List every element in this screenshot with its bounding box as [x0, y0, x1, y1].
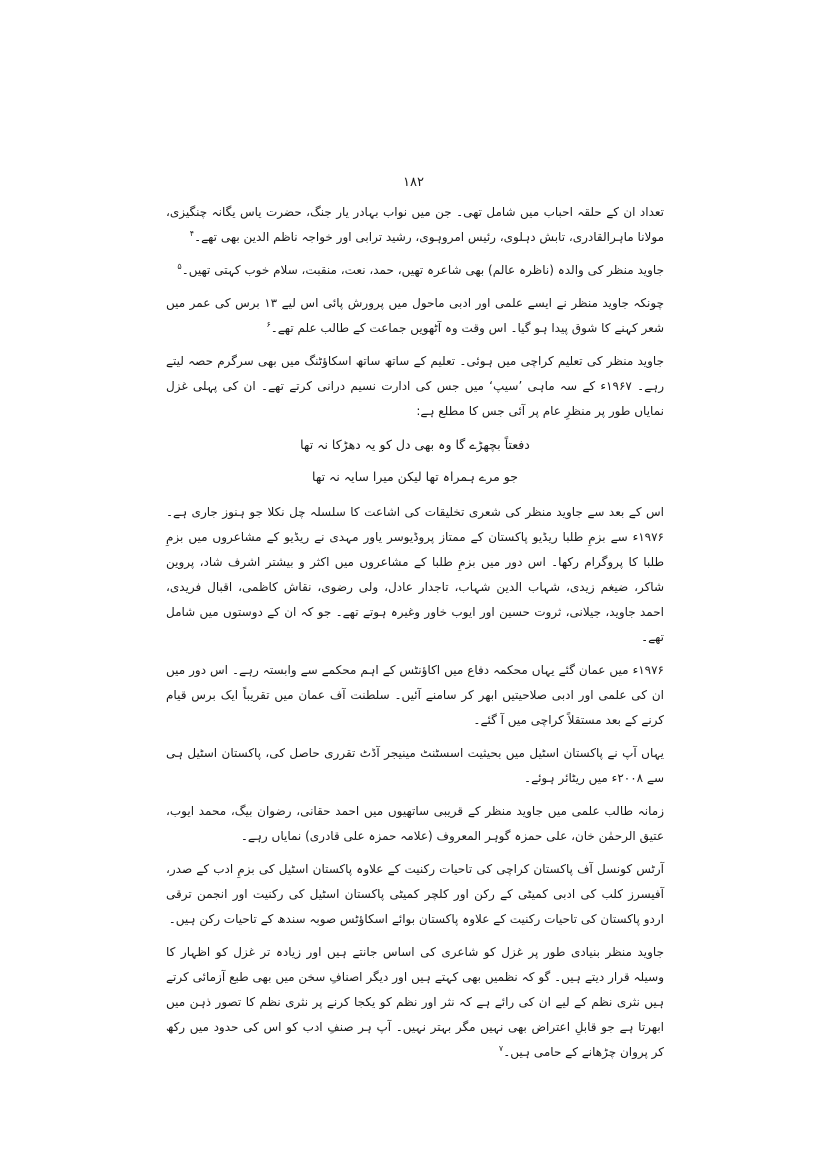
paragraph-text: آرٹس کونسل آف پاکستان کراچی کی تاحیات رکنیت کے علاوہ پاکستان اسٹیل کی بزمِ ادب کے صدر، آفیسرز کلب کی ادبی کمیٹی کے رکن اور کلچر کمیٹی پاکستان اسٹیل کی رکنیت اور انجمن ترقی اردو پاکستان کی تاحیات رکنیت کے علاوہ پاکستان بوائے اسکاؤٹس صوبہ سندھ کے تاحیات رکن ہیں۔ — [166, 862, 664, 926]
paragraph — [166, 291, 664, 341]
paragraph-text: ۱۹۷۶ء میں عمان گئے یہاں محکمہ دفاع میں اکاؤنٹس کے اہم محکمے سے وابستہ رہے۔ اس دور میں ان کی علمی اور ادبی صلاحیتیں ابھر کر سامنے آئیں۔ سلطنت آف عمان میں تقریباً ایک برس قیام کرنے کے بعد مستقلاً کراچی میں آ گئے۔ — [166, 663, 664, 727]
footnote-marker: ۶ — [266, 320, 271, 329]
paragraph — [166, 258, 664, 283]
footnote-marker: ۴ — [189, 229, 195, 238]
paragraph — [166, 500, 664, 650]
paragraph-text: زمانہ طالب علمی میں جاوید منظر کے قریبی ساتھیوں میں احمد حقانی، رضوان بیگ، محمد ایوب، عتیق الرحمٰن خان، علی حمزہ گوہر المعروف (علامہ حمزہ علی قادری) نمایاں رہے۔ — [166, 804, 664, 843]
page-body — [166, 200, 664, 1073]
page-number: ۱۸۲ — [403, 175, 424, 190]
paragraph-text: جاوید منظر کی والدہ (ناظرہ عالم) بھی شاعرہ تھیں، حمد، نعت، منقبت، سلام خوب کہتی تھیں۔ — [181, 263, 664, 277]
paragraph — [166, 200, 664, 250]
paragraph — [166, 349, 664, 424]
paragraph — [166, 658, 664, 733]
verse-line: جو مرے ہمراہ تھا لیکن میرا سایہ نہ تھا — [312, 469, 518, 484]
paragraph — [166, 741, 664, 791]
verse-couplet — [166, 432, 664, 490]
paragraph-text: یہاں آپ نے پاکستان اسٹیل میں بحیثیت اسسٹنٹ مینیجر آڈٹ تقرری حاصل کی، پاکستان اسٹیل ہی سے ۲۰۰۸ء میں ریٹائر ہوئے۔ — [166, 746, 664, 785]
paragraph-text: چونکہ جاوید منظر نے ایسے علمی اور ادبی ماحول میں پرورش پائی اس لیے ۱۳ برس کی عمر میں شعر کہنے کا شوق پیدا ہو گیا۔ اس وقت وہ آٹھویں جماعت کے طالب علم تھے۔ — [166, 296, 664, 335]
footnote-marker: ۵ — [177, 262, 182, 271]
paragraph-text: جاوید منظر بنیادی طور پر غزل کو شاعری کی اساس جانتے ہیں اور زیادہ تر غزل کو اظہار کا وسیلہ قرار دیتے ہیں۔ گو کہ نظمیں بھی کہتے ہیں اور دیگر اصنافِ سخن میں بھی طبع آزمائی کرتے ہیں نثری نظم کے لیے ان کی رائے ہے کہ نثر اور نظم کو یکجا کرنے پر نثری نظم کا تصور ذہن میں ابھرتا ہے جو قابلِ اعتراض بھی نہیں مگر بہتر نہیں۔ آپ ہر صنفِ ادب کو اس کی حدود میں رکھ کر پروان چڑھانے کے حامی ہیں۔ — [166, 945, 664, 1059]
paragraph — [166, 940, 664, 1065]
paragraph — [166, 799, 664, 849]
verse-line: دفعتاً بچھڑے گا وہ بھی دل کو یہ دھڑکا نہ تھا — [300, 437, 530, 452]
paragraph-text: جاوید منظر کی تعلیم کراچی میں ہوئی۔ تعلیم کے ساتھ ساتھ اسکاؤٹنگ میں بھی سرگرم حصہ لیتے رہے۔ ۱۹۶۷ء کے سہ ماہی ’سیپ‘ میں جس کی ادارت نسیم درانی کرتے تھے۔ ان کی پہلی غزل نمایاں طور پر منظرِ عام پر آئی جس کا مطلع ہے: — [166, 354, 665, 418]
footnote-marker: ۷ — [498, 1044, 504, 1053]
paragraph-text: تعداد ان کے حلقہ احباب میں شامل تھی۔ جن میں نواب بہادر یار جنگ، حضرت یاس یگانہ چنگیزی، مولانا ماہرالقادری، تابش دہلوی، رئیس امروہوی، رشید ترابی اور خواجہ ناظم الدین بھی تھے۔ — [166, 205, 664, 244]
paragraph-text: اس کے بعد سے جاوید منظر کی شعری تخلیقات کی اشاعت کا سلسلہ چل نکلا جو ہنوز جاری ہے۔ ۱۹۷۶ء سے بزمِ طلبا ریڈیو پاکستان کے ممتاز پروڈیوسر یاور مہدی نے ریڈیو کے مشاعروں میں بزمِ طلبا کا پروگرام رکھا۔ اس دور میں بزمِ طلبا کے مشاعروں میں اکثر و بیشتر اشرف شاد، پروین شاکر، ضیغم زیدی، شہاب الدین شہاب، تاجدار عادل، ولی رضوی، نقاش کاظمی، اقبال فریدی، احمد جاوید، جیلانی، ثروت حسین اور ایوب خاور وغیرہ ہوتے تھے۔ جو کہ ان کے دوستوں میں شامل تھے۔ — [166, 505, 664, 644]
paragraph — [166, 857, 664, 932]
